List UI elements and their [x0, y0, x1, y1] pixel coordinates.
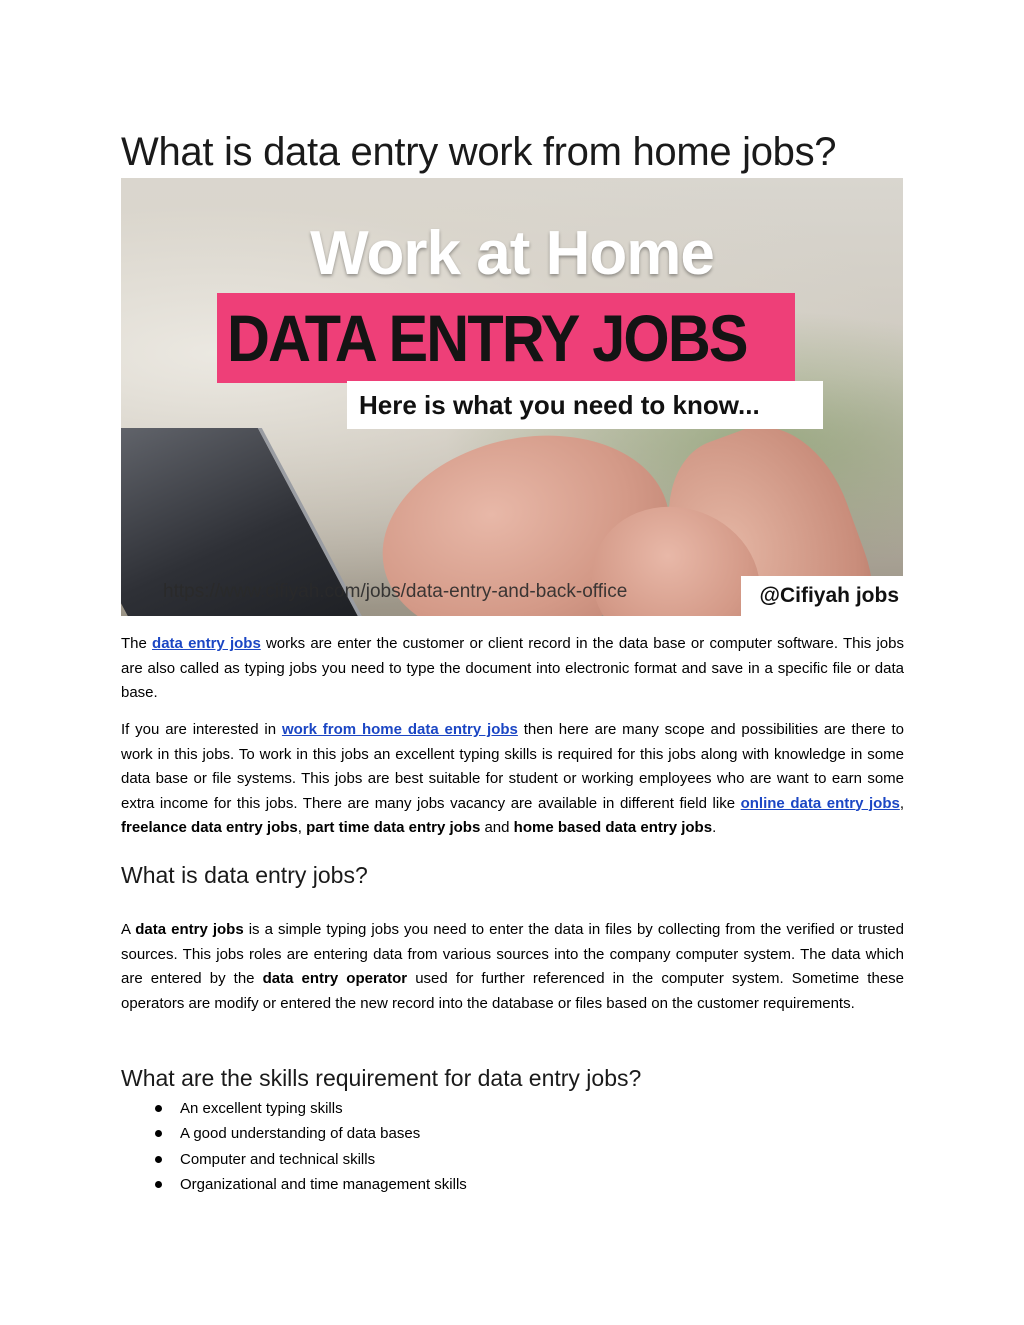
list-item — [121, 1096, 467, 1121]
bold-term: data entry jobs — [135, 921, 244, 938]
bullet-icon — [155, 1130, 162, 1137]
banner-subheading: Here is what you need to know... — [359, 390, 760, 420]
banner-handle: @Cifiyah jobs — [759, 584, 899, 607]
list-item-text: Organizational and time management skills — [180, 1175, 467, 1193]
banner-headline: Work at Home — [310, 219, 714, 288]
bold-term: freelance data entry jobs — [121, 819, 298, 836]
bold-term: home based data entry jobs — [513, 819, 713, 836]
page-title: What is data entry work from home jobs? — [121, 130, 837, 174]
list-item — [121, 1121, 467, 1146]
banner-image — [121, 178, 903, 616]
definition-paragraph — [121, 918, 904, 1016]
interest-paragraph — [121, 718, 904, 841]
skills-list — [121, 1096, 467, 1197]
bullet-icon — [155, 1156, 162, 1163]
list-item-text: Computer and technical skills — [180, 1150, 376, 1168]
banner-url-watermark: https://www.cifiyah.com/jobs/data-entry-and-back-office — [163, 581, 628, 602]
text: is a simple typing jobs you need to enter the data in files by collecting from the verified or trusted sources. This jobs roles are entering data from various sources into the company computer system. The data which are entered by the — [121, 921, 904, 987]
list-item-text: A good understanding of data bases — [180, 1125, 421, 1143]
text: and — [480, 819, 514, 836]
bold-term: part time data entry jobs — [306, 819, 481, 836]
text: then here are many scope and possibilities are there to work in this jobs. To work in this jobs an excellent typing skills is required for this jobs along with knowledge in some data base or file systems. This jobs are best suitable for student or working employees who are want to earn some extra income for this jobs. There are many jobs vacancy are available in different field like — [121, 721, 904, 812]
list-item-text: An excellent typing skills — [180, 1100, 343, 1117]
bullet-icon — [155, 1105, 162, 1112]
section-heading-skills: What are the skills requirement for data entry jobs? — [121, 1065, 642, 1091]
list-item — [121, 1172, 467, 1197]
text: , — [899, 794, 904, 812]
section-heading-what-is: What is data entry jobs? — [121, 862, 368, 888]
banner-main-heading: DATA ENTRY JOBS — [227, 301, 747, 375]
data-entry-jobs-link[interactable]: data entry jobs — [152, 635, 261, 652]
text: used for further referenced in the computer system. Sometime these operators are modify or entered the new record into the database or files based on the customer requirements. — [121, 970, 904, 1012]
list-item — [121, 1147, 467, 1172]
text: , — [297, 819, 307, 836]
text: If you are interested in — [121, 721, 282, 738]
bold-term: data entry operator — [262, 970, 408, 987]
work-from-home-link[interactable]: work from home data entry jobs — [281, 721, 518, 738]
text: The — [121, 635, 153, 652]
intro-paragraph — [121, 632, 904, 706]
text: A — [121, 921, 136, 938]
online-data-entry-link[interactable]: online data entry jobs — [740, 794, 900, 812]
text: works are enter the customer or client record in the data base or computer software. This jobs are also called as typing jobs you need to type the document into electronic format and save in a specific file or data base. — [121, 635, 904, 701]
text: . — [712, 819, 717, 836]
bullet-icon — [155, 1181, 162, 1188]
